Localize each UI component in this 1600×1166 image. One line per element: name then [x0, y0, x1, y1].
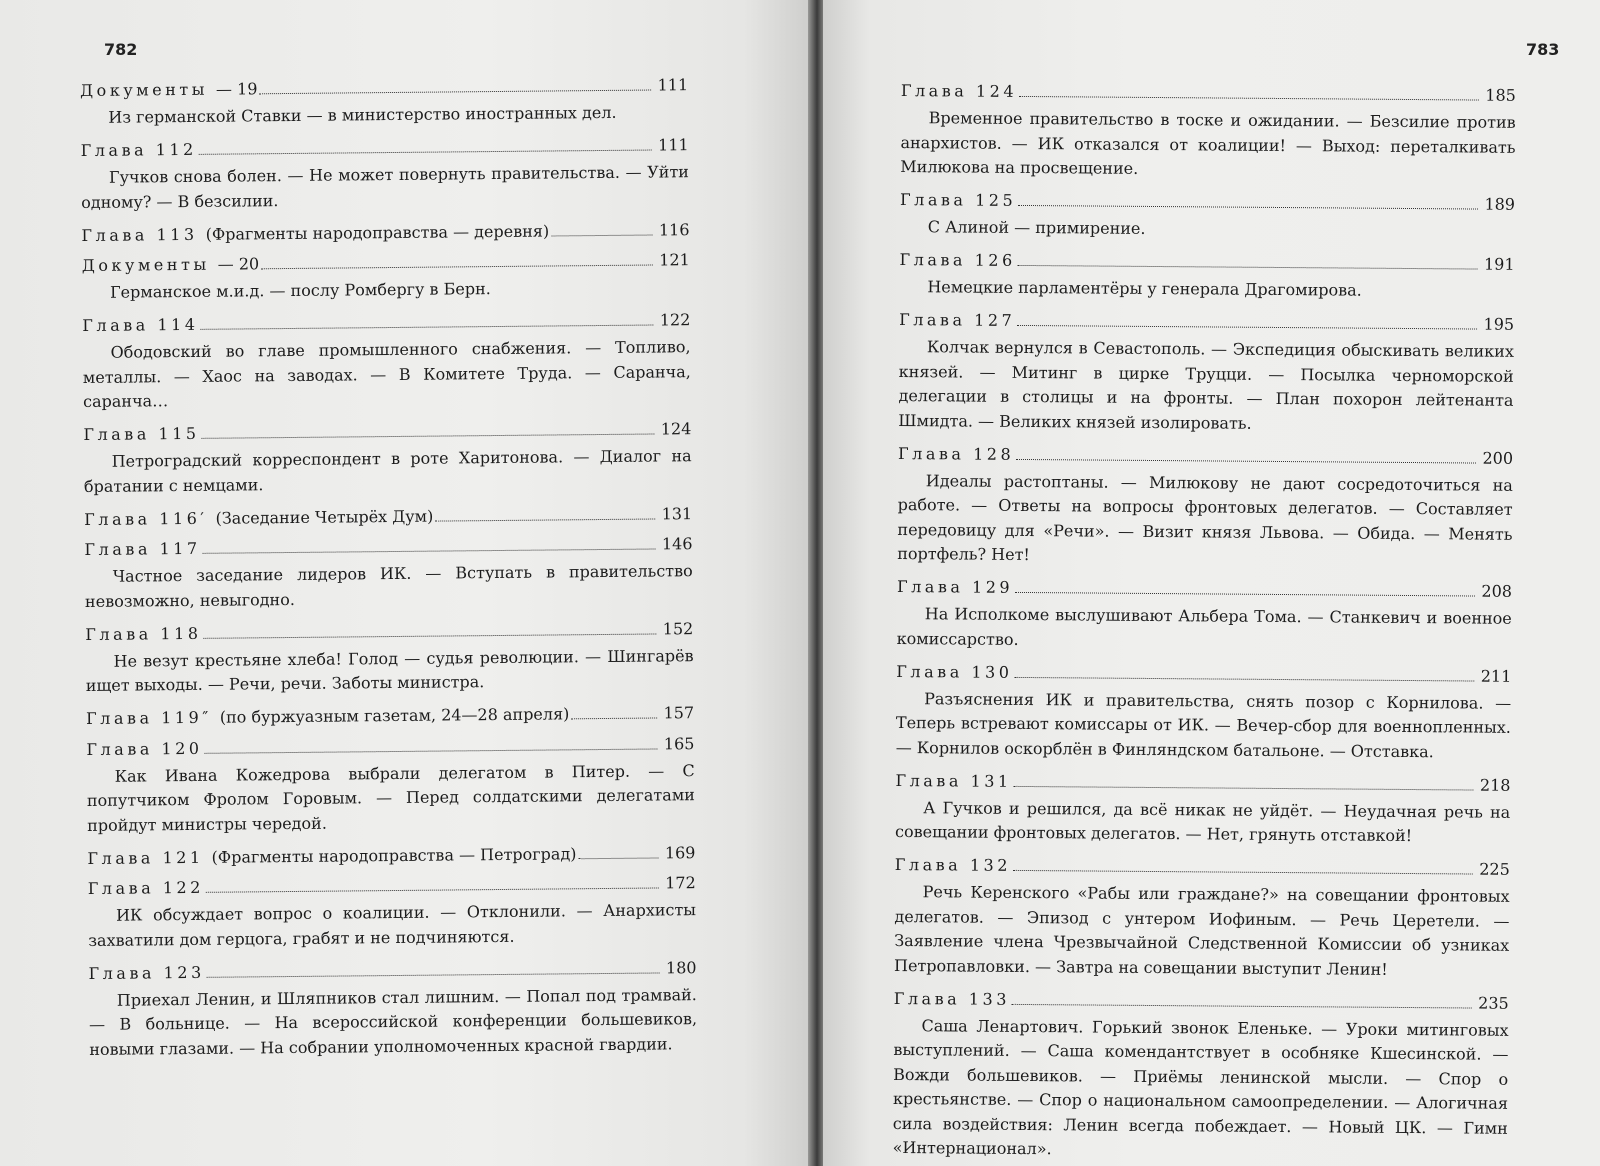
toc-entry — [900, 189, 1515, 244]
chapter-summary: С Алиной — примирение. — [927, 217, 1146, 238]
dot-leader — [571, 717, 657, 719]
toc-entry-heading — [86, 702, 694, 729]
page-reference: 157 — [663, 703, 695, 723]
toc-entry-heading — [897, 576, 1512, 602]
toc-entry — [87, 842, 695, 869]
chapter-summary: Идеалы растоптаны. — Милюкову не дают сосредоточиться на работе. — Ответы на вопросы фронтовых делегатов. — Составляет передовицу для «Речи». — Визит князя Львова. — Обида. — Менять портфель? Нет! — [897, 470, 1513, 565]
toc-left — [80, 74, 697, 1071]
chapter-summary: А Гучков и решился, да всё никак не уйдёт. — Неудачная речь на совещании фронтовых делегатов. — Нет, грянуть отставкой! — [895, 797, 1511, 846]
chapter-label: Глава 132 — [894, 854, 1012, 875]
toc-entry-heading — [898, 442, 1513, 468]
page-reference: 200 — [1482, 448, 1514, 468]
page-reference: 131 — [661, 503, 693, 523]
chapter-summary: Петроградский корреспондент в роте Харитонова. — Диалог на братании с немцами. — [83, 446, 692, 496]
chapter-note: — 20 — [217, 254, 260, 274]
toc-entry — [81, 134, 690, 215]
dot-leader — [551, 234, 653, 236]
chapter-label: Глава 112 — [80, 139, 197, 160]
chapter-label: Глава 133 — [893, 988, 1011, 1009]
dot-leader — [1016, 458, 1476, 463]
chapter-summary: ИК обсуждает вопрос о коалиции. — Отклонили. — Анархисты захватили дом герцога, грабят и не подчиняются. — [88, 900, 697, 950]
dot-leader — [1018, 205, 1478, 210]
toc-entry-heading — [85, 618, 693, 645]
dot-leader — [1015, 592, 1475, 597]
right-page — [823, 0, 1600, 1166]
dot-leader — [203, 548, 656, 553]
dot-leader — [1017, 325, 1477, 330]
chapter-label: Глава 123 — [88, 962, 205, 983]
chapter-label: Глава 122 — [87, 877, 205, 898]
page-reference: 185 — [1485, 85, 1516, 105]
dot-leader — [201, 325, 654, 330]
toc-entry-heading — [901, 80, 1516, 106]
chapter-label: Глава 124 — [900, 80, 1018, 101]
dot-leader — [204, 633, 657, 638]
chapter-label: Глава 129 — [896, 576, 1014, 597]
page-reference: 235 — [1478, 993, 1509, 1013]
page-reference: 189 — [1484, 194, 1516, 214]
page-reference: 111 — [657, 75, 689, 95]
toc-entry-heading — [894, 987, 1509, 1013]
toc-entry — [84, 503, 692, 530]
chapter-note: (Фрагменты народоправства — деревня) — [205, 221, 550, 244]
toc-entry-heading — [81, 219, 689, 246]
toc-entry — [86, 702, 694, 729]
chapter-label: Глава 117 — [84, 538, 201, 559]
page-reference: 116 — [658, 219, 690, 239]
toc-entry — [84, 533, 693, 614]
toc-entry — [897, 442, 1513, 571]
toc-entry — [81, 219, 689, 246]
page-reference: 169 — [664, 842, 696, 862]
dot-leader — [261, 265, 653, 270]
toc-entry — [894, 854, 1510, 983]
chapter-label: Глава 127 — [899, 309, 1016, 330]
toc-entry — [82, 309, 691, 414]
page-reference: 225 — [1479, 859, 1510, 879]
toc-entry — [899, 249, 1514, 304]
page-reference: 195 — [1483, 314, 1515, 334]
chapter-summary: Речь Керенского «Рабы или граждане?» на совещании фронтовых делегатов. — Эпизод с унтером Иофиным. — Речь Церетели. — Заявление члена Чрезвычайной Следственной Комиссии об узниках Петропавловки. — Завтра на совещании выступит Ленин! — [893, 882, 1510, 979]
page-reference: 191 — [1483, 254, 1515, 274]
page-reference: 211 — [1480, 666, 1512, 686]
toc-entry — [893, 987, 1509, 1165]
page-reference: 180 — [665, 957, 697, 977]
chapter-label: Документы — [80, 79, 209, 100]
dot-leader — [259, 90, 651, 95]
chapter-label: Глава 119″ — [86, 707, 212, 728]
page-reference: 146 — [661, 534, 693, 554]
dot-leader — [206, 887, 659, 892]
toc-entry-heading — [899, 309, 1514, 335]
toc-entry-heading — [82, 249, 690, 276]
chapter-label: Глава 115 — [83, 423, 200, 444]
toc-entry-heading — [81, 134, 689, 161]
toc-entry — [80, 74, 688, 130]
chapter-label: Глава 130 — [896, 661, 1013, 682]
dot-leader — [205, 748, 658, 753]
page-reference: 111 — [658, 135, 689, 155]
toc-entry — [895, 769, 1511, 849]
dot-leader — [1019, 96, 1479, 101]
page-reference: 122 — [659, 310, 691, 330]
dot-leader — [1014, 676, 1474, 681]
toc-entry-heading — [83, 418, 691, 445]
toc-entry — [83, 418, 692, 499]
toc-entry — [86, 733, 695, 838]
toc-entry — [88, 872, 697, 953]
toc-entry-heading — [88, 872, 696, 899]
chapter-summary: Из германской Ставки — в министерство иностранных дел. — [108, 102, 617, 127]
page-number-right: 783 — [1526, 40, 1560, 59]
chapter-note: (Фрагменты народоправства — Петроград) — [211, 843, 577, 867]
toc-entry-heading — [900, 249, 1515, 275]
chapter-summary: Ободовский во главе промышленного снабжения. — Топливо, металлы. — Хаос на заводах. — В Комитете Труда. — Саранча, саранча… — [82, 337, 691, 411]
page-reference: 208 — [1481, 581, 1513, 601]
dot-leader — [1012, 1003, 1472, 1008]
chapter-label: Глава 114 — [82, 314, 199, 335]
dot-leader — [1014, 785, 1474, 790]
dot-leader — [435, 518, 655, 521]
book-gutter — [808, 0, 823, 1166]
toc-entry — [897, 576, 1513, 656]
chapter-label: Глава 116′ — [84, 508, 208, 529]
toc-entry-heading — [895, 769, 1510, 795]
dot-leader — [1013, 870, 1473, 875]
chapter-label: Документы — [81, 254, 210, 275]
chapter-note: (по буржуазным газетам, 24—28 апреля) — [219, 704, 570, 727]
dot-leader — [579, 857, 659, 859]
chapter-label: Глава 118 — [85, 623, 202, 644]
toc-right — [892, 80, 1516, 1166]
chapter-summary: Колчак вернулся в Севастополь. — Экспедиция обыскивать великих князей. — Митинг в цирке Труцци. — Посылка черноморской делегации в столицы и на фронты. — План похорон лейтенанта Шмидта. — Великих князей изолировать. — [898, 337, 1514, 433]
toc-entry-heading — [80, 74, 688, 101]
chapter-summary: Приехал Ленин, и Шляпников стал лишним. — Попал под трамвай. — В больнице. — На всероссийской конференции большевиков, новыми глазами. — На собрании уполномоченных красной гвардии. — [88, 984, 698, 1059]
toc-entry-heading — [896, 660, 1511, 686]
chapter-summary: Гучков снова болен. — Не может повернуть правительства. — Уйти одному? — В безсилии. — [81, 162, 689, 212]
toc-entry-heading — [87, 842, 695, 869]
chapter-summary: Немецкие парламентёры у генерала Драгомирова. — [927, 277, 1362, 300]
toc-entry-heading — [82, 309, 690, 336]
page-reference: 172 — [665, 873, 696, 893]
dot-leader — [1018, 265, 1478, 270]
chapter-label: Глава 131 — [895, 770, 1012, 791]
toc-entry-heading — [84, 533, 692, 560]
page-reference: 152 — [662, 618, 694, 638]
chapter-label: Глава 126 — [899, 249, 1016, 270]
chapter-summary: Временное правительство в тоске и ожидании. — Безсилие против анархистов. — ИК отказался от коалиции! — Выход: переталкивать Милюкова на просвещение. — [900, 108, 1516, 178]
chapter-note: — 19 — [215, 79, 258, 99]
chapter-label: Глава 128 — [897, 443, 1015, 464]
page-number-left: 782 — [104, 40, 138, 59]
toc-entry — [82, 249, 690, 305]
page-reference: 121 — [659, 250, 690, 270]
dot-leader — [202, 433, 655, 438]
chapter-summary: Саша Ленартович. Горький звонок Еленьке. — Уроки митинговых выступлений. — Саша комендантствует в особняке Кшесинской. — Вожди большевиков. — Приёмы ленинской мысли. — Спор о крестьянстве. — Спор о национальном самоопределении. — Алогичная сила воздействия: Ленин всегда побеждает. — Новый ЦК. — Гимн «Интернационал». — [892, 1015, 1509, 1159]
toc-entry — [85, 618, 694, 699]
dot-leader — [199, 150, 652, 155]
toc-entry-heading — [88, 957, 696, 984]
chapter-summary: Германское м.и.д. — послу Ромбергу в Берн. — [109, 279, 491, 302]
toc-entry — [900, 80, 1516, 184]
chapter-summary: Не везут крестьяне хлеба! Голод — судья революции. — Шингарёв ищет выходы. — Речи, речи. Заботы министра. — [85, 645, 694, 695]
chapter-summary: Как Ивана Кожедрова выбрали делегатом в Питер. — С попутчиком Фролом Горовым. — Перед солдатскими делегатами пройдут министры чередой. — [86, 760, 695, 835]
chapter-summary: Разъяснения ИК и правительства, снять позор с Корнилова. — Теперь встревают комиссары от ИК. — Вечер-сбор для военнопленных. — Корнилов оскорблён в Финляндском батальоне. — Отставка. — [895, 688, 1512, 761]
page-reference: 124 — [660, 419, 692, 439]
toc-entry — [88, 957, 697, 1062]
toc-entry — [896, 660, 1512, 764]
dot-leader — [207, 972, 660, 977]
chapter-summary: На Исполкоме выслушивают Альбера Тома. — Станкевич и военное комиссарство. — [896, 604, 1512, 649]
toc-entry-heading — [86, 733, 694, 760]
chapter-note: (Заседание Четырёх Дум) — [215, 506, 434, 528]
chapter-summary: Частное заседание лидеров ИК. — Вступать в правительство невозможно, невыгодно. — [84, 561, 693, 611]
chapter-label: Глава 120 — [86, 738, 203, 759]
chapter-label: Глава 125 — [899, 189, 1017, 210]
chapter-label: Глава 113 — [81, 224, 198, 245]
chapter-label: Глава 121 — [87, 847, 204, 868]
page-reference: 165 — [663, 733, 695, 753]
page-reference: 218 — [1479, 775, 1511, 795]
toc-entry-heading — [900, 189, 1515, 215]
toc-entry — [898, 309, 1514, 438]
toc-entry-heading — [84, 503, 692, 530]
toc-entry-heading — [895, 854, 1510, 880]
